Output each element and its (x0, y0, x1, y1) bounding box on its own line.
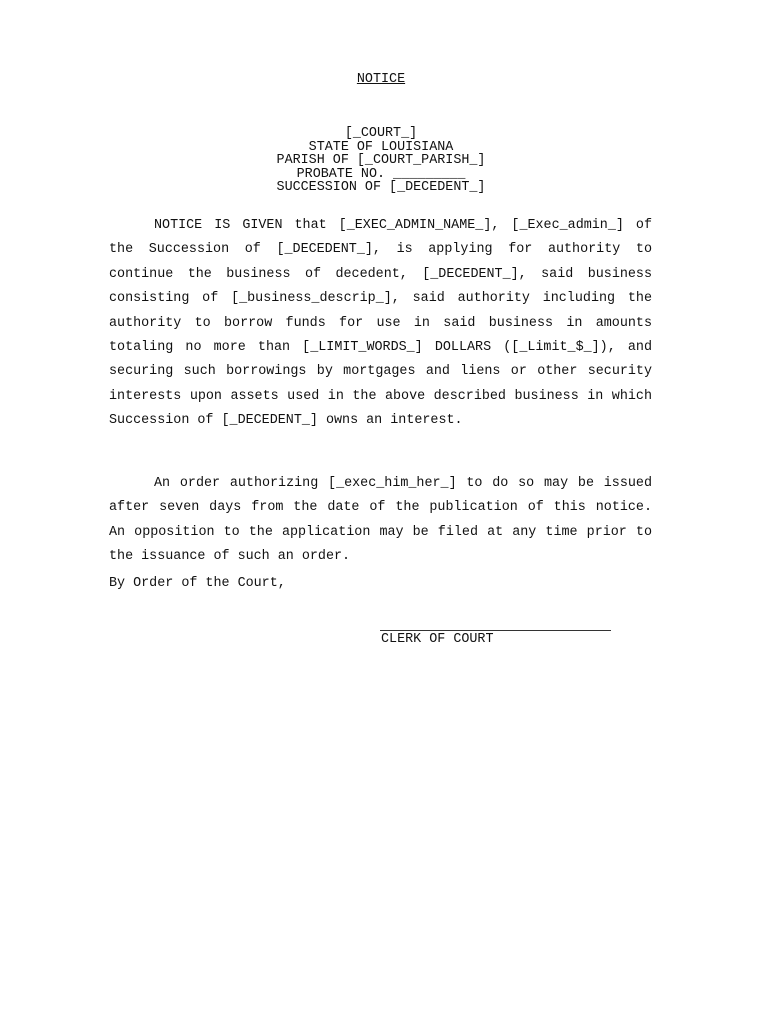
clerk-of-court-label: CLERK OF COURT (381, 632, 494, 647)
caption-state: STATE OF LOUISIANA (308, 139, 454, 155)
caption-parish: PARISH OF [_COURT_PARISH_] (276, 153, 486, 169)
notice-title: NOTICE (356, 72, 406, 87)
caption-court: [_COURT_] (344, 126, 418, 141)
notice-paragraph-2-text: An order authorizing [_exec_him_her_] to do so may be issued after seven days from the date of the publication of this notice. An opposition to the application may be filed at any time prior to the issuance of such an order. (109, 476, 652, 565)
caption-probate-number: PROBATE NO. _________ (296, 166, 466, 182)
notice-paragraph-1-text: NOTICE IS GIVEN that [_EXEC_ADMIN_NAME_], [_Exec_admin_] of the Succession of [_DECEDENT_], is applying for authority to continue the business of decedent, [_DECEDENT_], said business consisting of [_business_descrip_], said authority including the authority to borrow funds for use in said business in amounts totaling no more than [_LIMIT_WORDS_] DOLLARS ([_Limit_$_]), and securing such borrowings by mortgages and liens or other security interests upon assets used in the above described business in which Succession of [_DECEDENT_] owns an interest. (109, 218, 652, 429)
notice-paragraph-2 (109, 472, 652, 570)
caption-succession: SUCCESSION OF [_DECEDENT_] (276, 180, 486, 196)
signature-line (380, 630, 611, 631)
case-caption (0, 127, 762, 195)
order-of-court-line: By Order of the Court, (109, 576, 286, 591)
notice-paragraph-1 (109, 214, 652, 434)
